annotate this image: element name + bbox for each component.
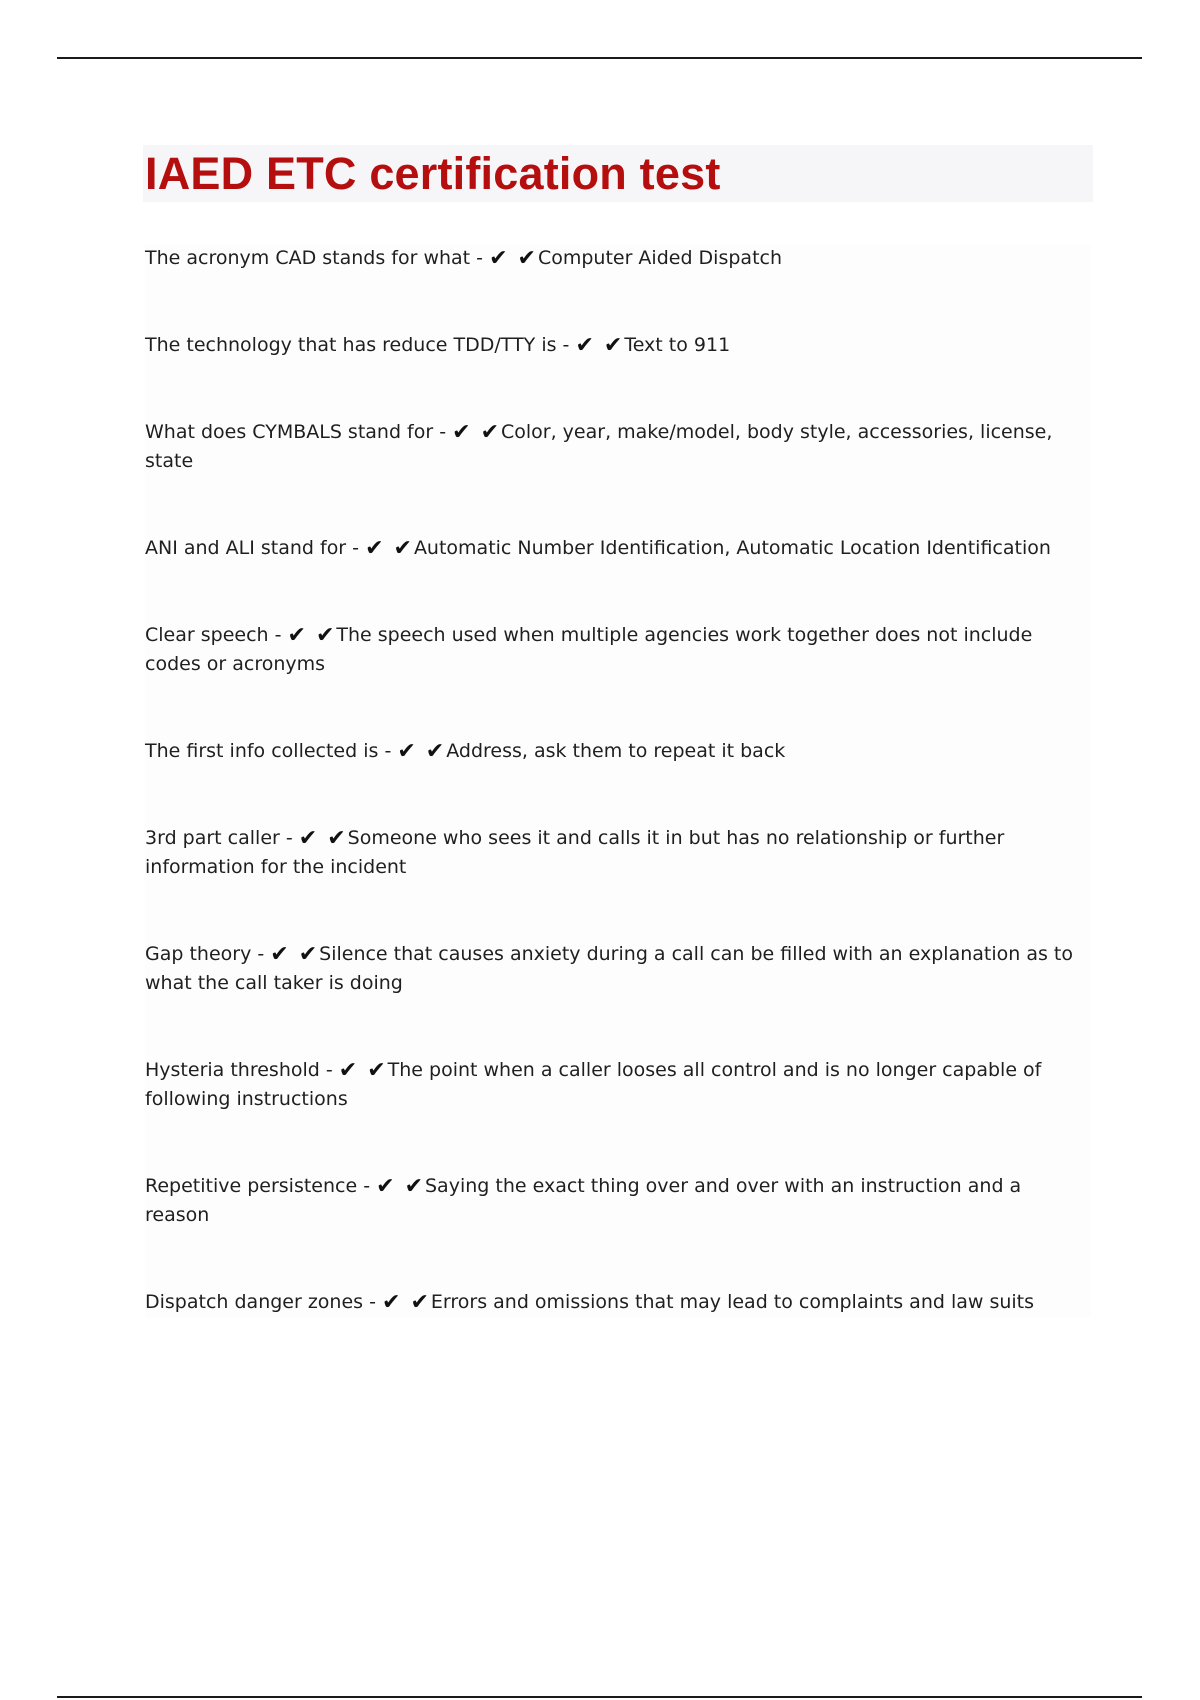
answer-text: The speech used when multiple agencies work together does not include codes or acronyms xyxy=(145,624,1033,675)
qa-item xyxy=(145,1172,1091,1230)
checkmark-icon: ✔ xyxy=(315,623,335,648)
checkmark-icon: ✔ xyxy=(393,536,412,561)
answer-text: Automatic Number Identification, Automatic Location Identification xyxy=(413,537,1051,559)
question-text: ANI and ALI stand for xyxy=(145,537,347,559)
checkmark-icon: ✔ xyxy=(298,826,318,851)
separator: - xyxy=(433,421,453,443)
qa-item xyxy=(145,418,1091,476)
answer-text: Someone who sees it and calls it in but has no relationship or further information for the incident xyxy=(145,827,1005,878)
title-band xyxy=(143,145,1093,202)
checkmark-icon: ✔ xyxy=(452,420,471,445)
answer-text: Saying the exact thing over and over with an instruction and a reason xyxy=(145,1175,1022,1226)
question-text: Dispatch danger zones xyxy=(145,1291,364,1313)
separator: - xyxy=(251,943,271,965)
question-text: 3rd part caller xyxy=(145,827,280,849)
top-rule xyxy=(57,57,1142,59)
answer-text: Errors and omissions that may lead to complaints and law suits xyxy=(430,1291,1035,1313)
question-text: Repetitive persistence xyxy=(145,1175,358,1197)
qa-item xyxy=(145,331,1091,360)
question-text: The technology that has reduce TDD/TTY is xyxy=(145,334,557,356)
checkmark-icon: ✔ xyxy=(298,942,318,967)
question-text: Hysteria threshold xyxy=(145,1059,320,1081)
separator: - xyxy=(346,537,366,559)
question-text: Clear speech xyxy=(145,624,269,646)
separator: - xyxy=(470,247,490,269)
qa-item xyxy=(145,940,1091,998)
qa-item xyxy=(145,1056,1091,1114)
checkmark-icon: ✔ xyxy=(367,1058,386,1083)
answer-text: Color, year, make/model, body style, accessories, license, state xyxy=(145,421,1053,472)
answer-text: Silence that causes anxiety during a call can be filled with an explanation as to what the call taker is doing xyxy=(145,943,1073,994)
separator: - xyxy=(279,827,299,849)
separator: - xyxy=(268,624,288,646)
separator: - xyxy=(319,1059,339,1081)
answer-text: Address, ask them to repeat it back xyxy=(446,740,786,762)
answer-text: Computer Aided Dispatch xyxy=(537,247,783,269)
qa-item xyxy=(145,737,1091,766)
checkmark-icon: ✔ xyxy=(603,333,623,358)
checkmark-icon: ✔ xyxy=(517,246,536,271)
document-title: IAED ETC certification test xyxy=(145,147,721,199)
checkmark-icon: ✔ xyxy=(338,1058,358,1083)
checkmark-icon: ✔ xyxy=(404,1174,423,1199)
question-text: The acronym CAD stands for what xyxy=(145,247,471,269)
separator: - xyxy=(378,740,398,762)
checkmark-icon: ✔ xyxy=(382,1290,401,1315)
checkmark-icon: ✔ xyxy=(270,942,289,967)
checkmark-icon: ✔ xyxy=(287,623,306,648)
separator: - xyxy=(556,334,576,356)
answer-text: The point when a caller looses all control and is no longer capable of following instructions xyxy=(145,1059,1042,1110)
checkmark-icon: ✔ xyxy=(327,826,346,851)
qa-item xyxy=(145,244,1091,273)
checkmark-icon: ✔ xyxy=(480,420,499,445)
separator: - xyxy=(357,1175,377,1197)
checkmark-icon: ✔ xyxy=(425,739,445,764)
checkmark-icon: ✔ xyxy=(489,246,508,271)
checkmark-icon: ✔ xyxy=(397,739,416,764)
qa-item xyxy=(145,534,1091,563)
question-text: What does CYMBALS stand for xyxy=(145,421,434,443)
checkmark-icon: ✔ xyxy=(575,333,594,358)
question-text: Gap theory xyxy=(145,943,252,965)
qa-list xyxy=(145,244,1091,1317)
qa-item xyxy=(145,1288,1091,1317)
checkmark-icon: ✔ xyxy=(376,1174,395,1199)
qa-item xyxy=(145,824,1091,882)
question-text: The first info collected is xyxy=(145,740,379,762)
qa-item xyxy=(145,621,1091,679)
checkmark-icon: ✔ xyxy=(410,1290,429,1315)
bottom-rule xyxy=(57,1696,1142,1698)
answer-text: Text to 911 xyxy=(624,334,731,356)
checkmark-icon: ✔ xyxy=(365,536,384,561)
separator: - xyxy=(363,1291,383,1313)
document-body xyxy=(145,145,1091,1317)
